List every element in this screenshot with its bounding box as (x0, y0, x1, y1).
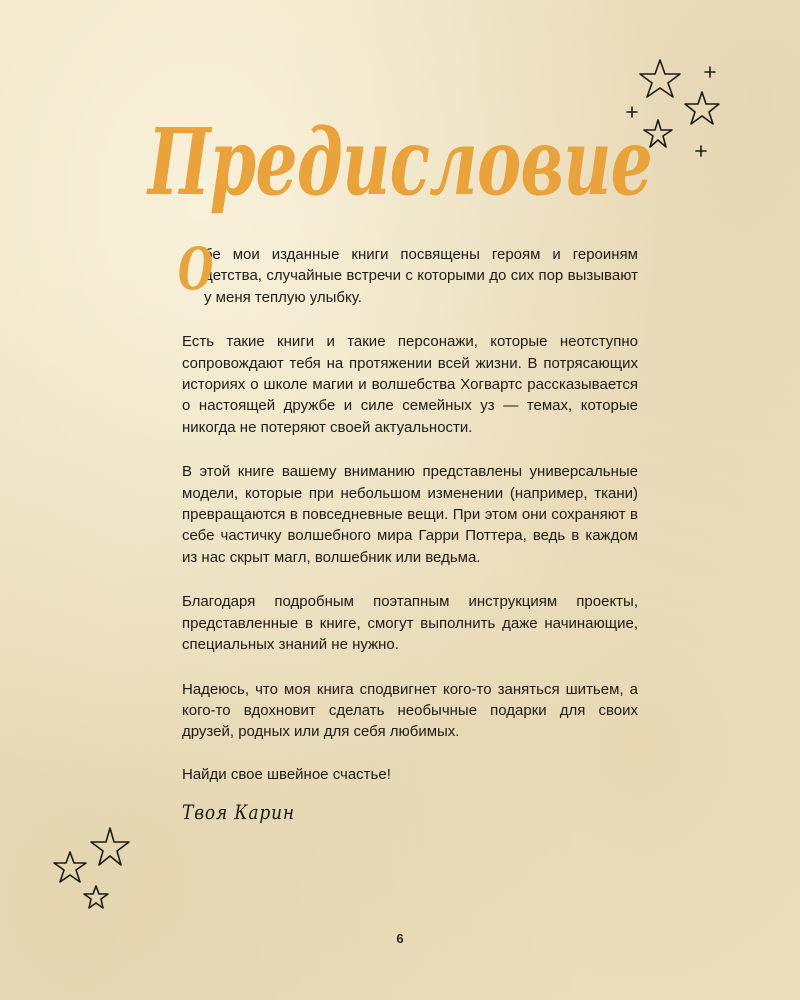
stars-decoration-bottom-icon (48, 820, 143, 920)
paragraph-4: Благодаря подробным поэтапным инструкциям проекты, представленные в книге, смогут выполнить даже начинающие, специальных знаний не нужно. (182, 593, 638, 654)
drop-cap: О (178, 235, 214, 303)
paragraph-3: В этой книге вашему вниманию представлены универсальные модели, которые при небольшом изменении (например, ткани) превращаются в повседневные вещи. При этом они сохраняют в себе частичку волшебного мира Гарри Поттера, ведь в каждом из нас скрыт магл, волшебник или ведьма. (182, 463, 638, 566)
drop-cap-box (178, 235, 214, 303)
paragraph-1-text: бе мои изданные книги посвящены героям и героиням детства, случайные встречи с которыми до сих пор вызывают у меня теплую улыбку. (204, 246, 638, 306)
paragraph-1 (178, 235, 638, 308)
paragraph-2: Есть такие книги и такие персонажи, которые неотступно сопровождают тебя на протяжении всей жизни. В потрясающих историях о школе магии и волшебства Хогвартс рассказывается о настоящей дружбе и силе семейных уз — темах, которые никогда не потеряют своей актуальности. (182, 333, 638, 436)
author-signature: Твоя Карин (182, 800, 295, 824)
page-title: Предисловие (147, 108, 653, 216)
body-text (178, 235, 638, 808)
closing-line: Найди свое швейное счастье! (182, 765, 391, 783)
page-number: 6 (396, 931, 404, 946)
paragraph-5: Надеюсь, что моя книга сподвигнет кого-то заняться шитьем, а кого-то вдохновит сделать необычные подарки для своих друзей, родных или для себя любимых. (182, 680, 638, 741)
